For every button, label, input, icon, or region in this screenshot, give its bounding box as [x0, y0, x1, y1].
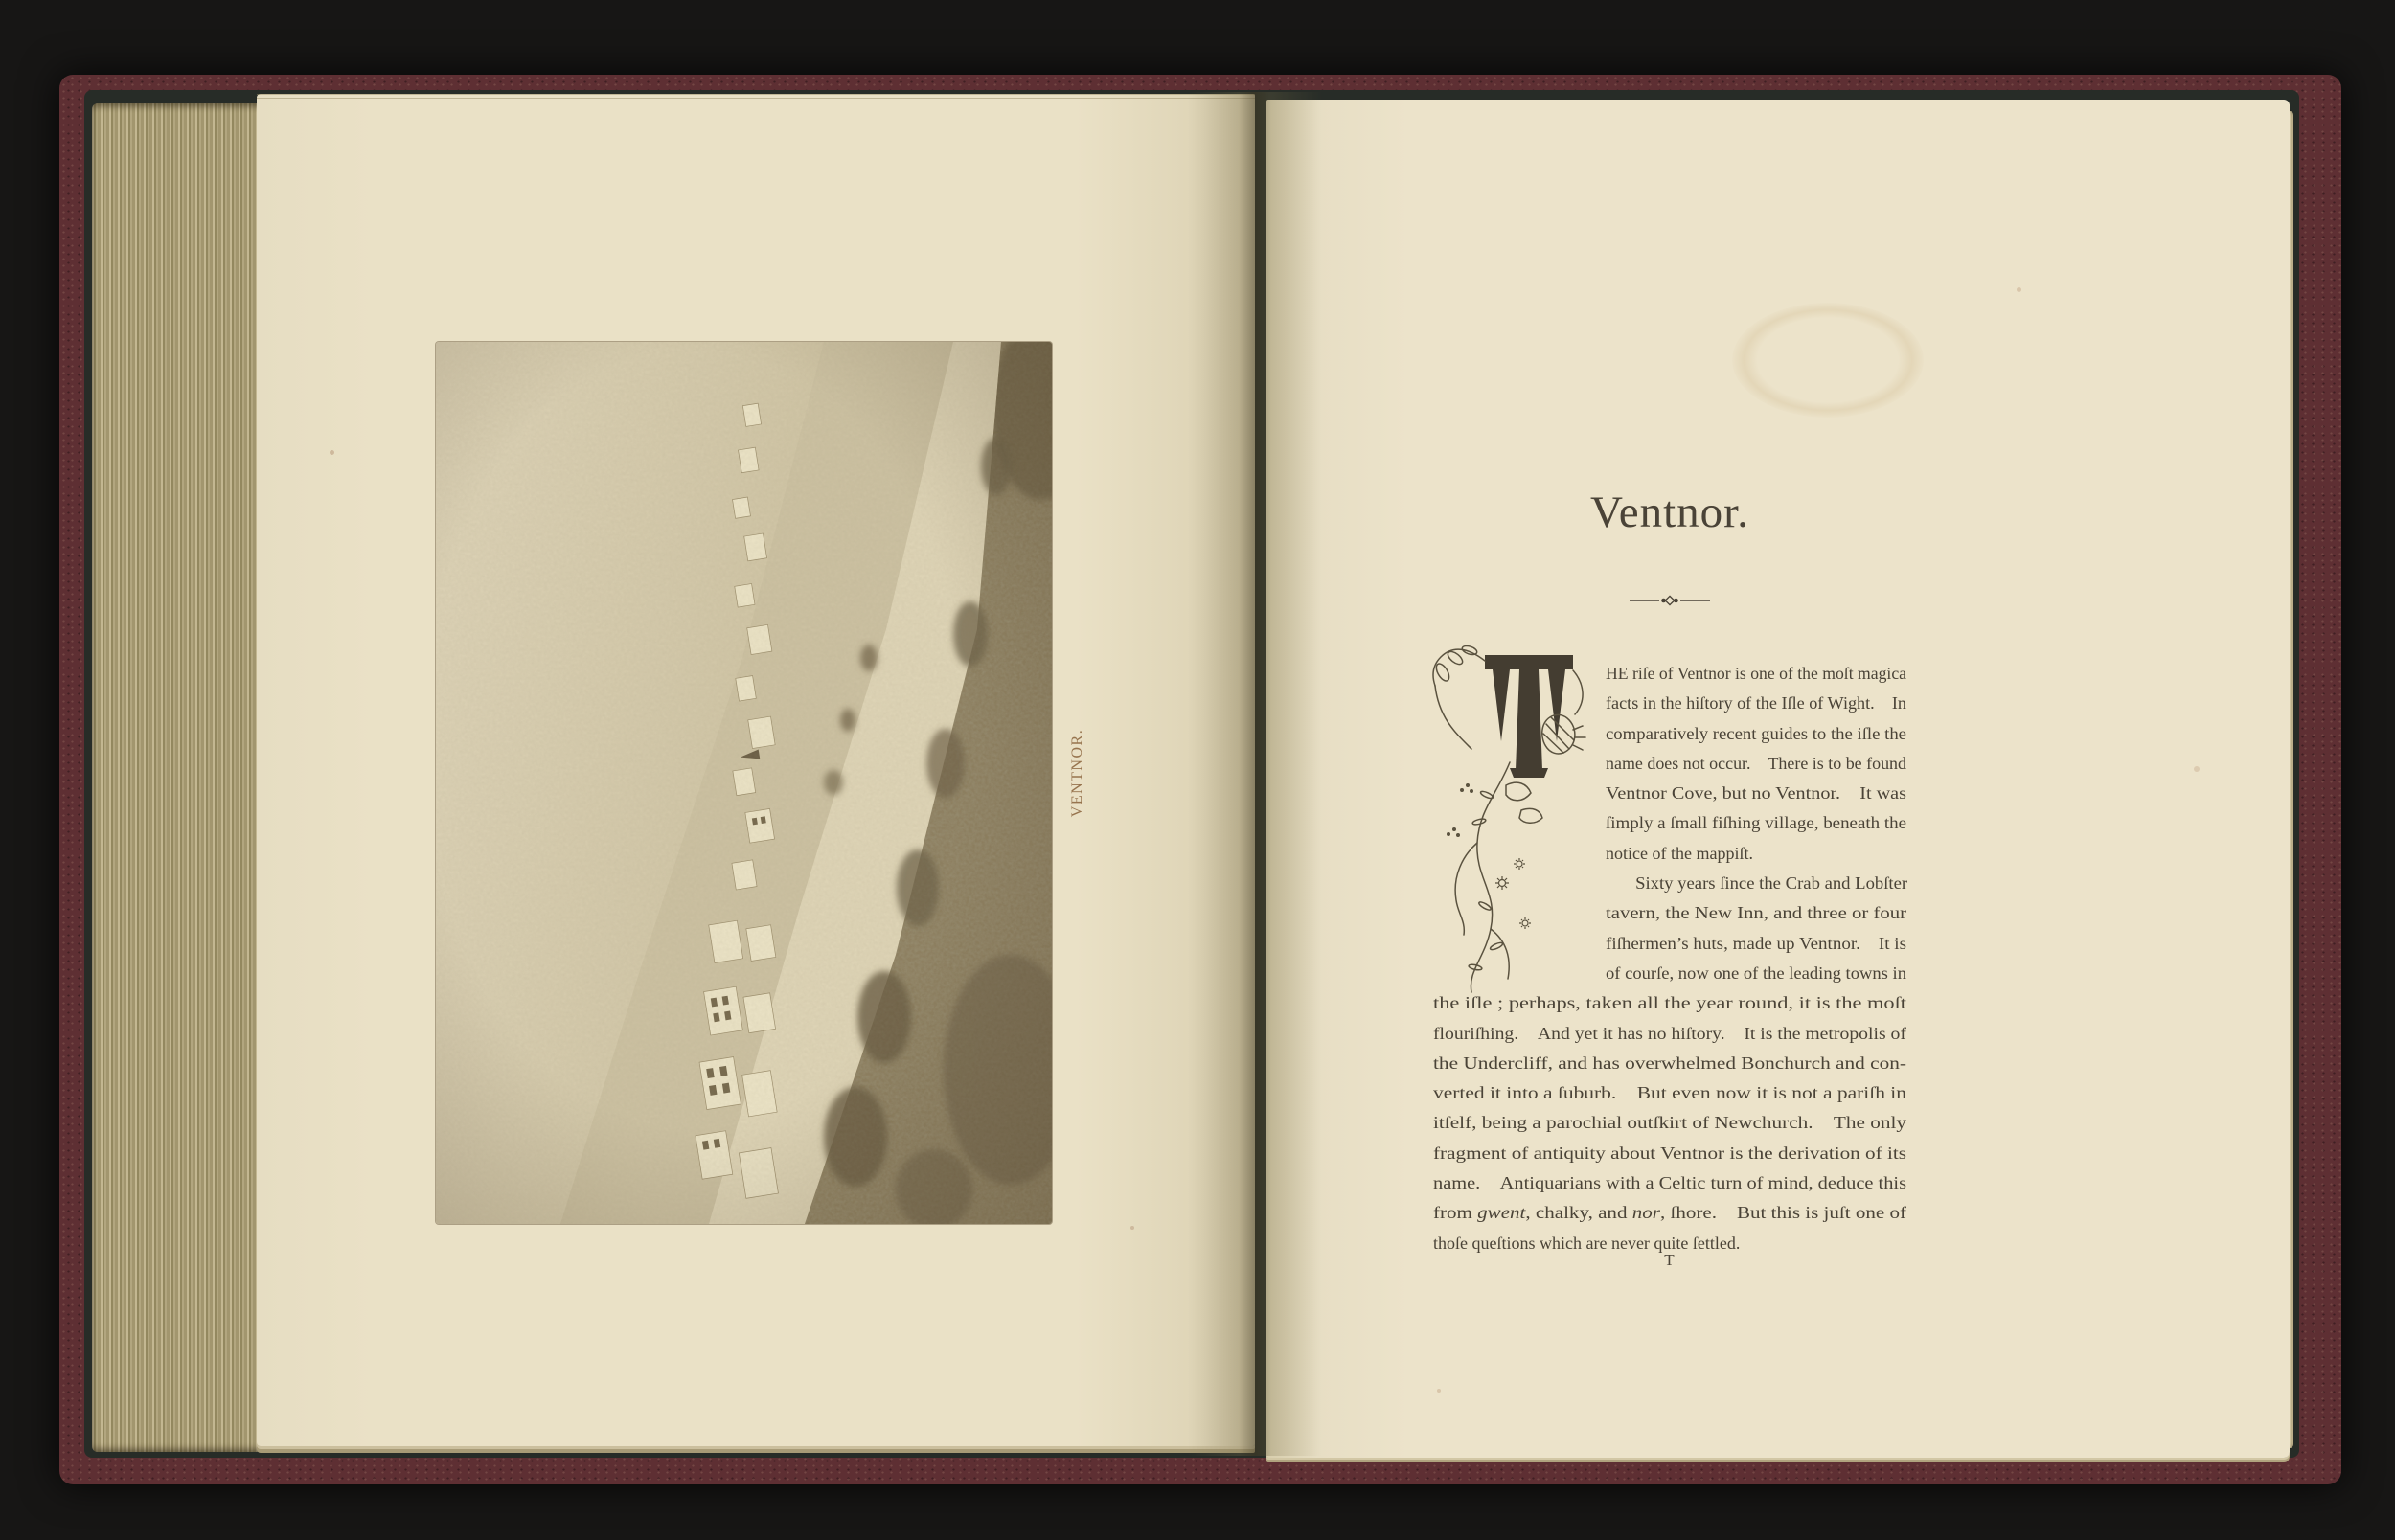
signature-mark: T	[1664, 1251, 1676, 1269]
text-line: verted it into a ſuburb. But even now it is not a pariſh in	[1433, 1083, 1907, 1103]
body-text	[1433, 659, 1906, 1258]
foxing-spot	[1437, 1389, 1441, 1393]
foxing-spot	[1130, 1226, 1134, 1230]
chapter-title: Ventnor.	[1590, 487, 1749, 537]
text-line: facts in the hiſtory of the Iſle of Wight. In	[1606, 693, 1906, 713]
text-line: Sixty years ſince the Crab and Lobſter	[1635, 873, 1908, 894]
left-page-fore-edges	[92, 103, 272, 1452]
text-line: from gwent, chalky, and nor, ſhore. But this is juſt one of	[1433, 1203, 1906, 1223]
text-line: tavern, the New Inn, and three or four	[1606, 903, 1907, 923]
text-line: of courſe, now one of the leading towns in	[1606, 962, 1906, 983]
page-stain	[1732, 303, 1924, 418]
text-line: Ventnor Cove, but no Ventnor. It was	[1606, 783, 1906, 804]
text-line: the Undercliff, and has overwhelmed Bonchurch and con-	[1433, 1053, 1906, 1073]
right-page	[1266, 100, 2290, 1458]
text-line: fragment of antiquity about Ventnor is the derivation of its	[1433, 1143, 1906, 1163]
ornament-divider-icon	[1630, 594, 1710, 607]
text-line: the iſle ; perhaps, taken all the year round, it is the moſt	[1433, 993, 1906, 1013]
text-line: notice of the mappiſt.	[1606, 843, 1753, 863]
photo-caption: VENTNOR.	[1069, 728, 1085, 818]
text-line: ſimply a ſmall fiſhing village, beneath the	[1606, 813, 1906, 833]
foxing-spot	[2194, 766, 2200, 772]
text-line: thoſe queſtions which are never quite ſettled.	[1433, 1233, 1741, 1253]
left-page	[257, 94, 1255, 1446]
photograph	[436, 342, 1052, 1224]
text-line: HE riſe of Ventnor is one of the moſt magica	[1606, 664, 1907, 683]
coastal-view-illustration	[436, 342, 1052, 1224]
text-line: fiſhermen’s huts, made up Ventnor. It is	[1606, 933, 1906, 953]
text-line: name does not occur. There is to be found	[1606, 753, 1907, 773]
text-line: itſelf, being a parochial outſkirt of Newchurch. The only	[1433, 1113, 1907, 1133]
text-line: comparatively recent guides to the iſle the	[1606, 723, 1906, 743]
foxing-spot	[2017, 287, 2021, 292]
foxing-spot	[330, 450, 334, 455]
text-line: flouriſhing. And yet it has no hiſtory. It is the metropolis of	[1433, 1023, 1906, 1043]
text-line: name. Antiquarians with a Celtic turn of mind, deduce this	[1433, 1173, 1907, 1193]
